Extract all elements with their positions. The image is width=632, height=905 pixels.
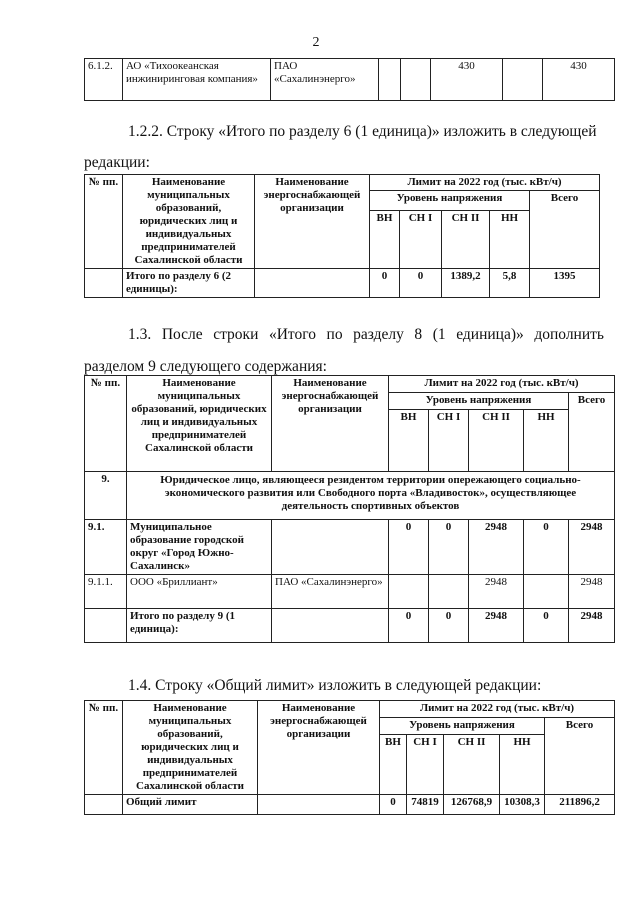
cell-sn2: 2948	[469, 520, 524, 575]
cell-no: 9.1.	[85, 520, 127, 575]
table-header-row	[85, 376, 615, 393]
section-no: 9.	[85, 472, 127, 520]
cell-total: 2948	[569, 575, 615, 609]
header-no: № пп.	[85, 376, 127, 472]
cell-sn1	[429, 575, 469, 609]
header-nn: НН	[490, 211, 530, 269]
paragraph-line: разделом 9 следующего содержания:	[84, 358, 327, 375]
header-sn2: СН II	[469, 410, 524, 472]
header-total: Всего	[545, 718, 615, 795]
header-org: Наименование энергоснабжающей организации	[258, 701, 380, 795]
page-number: 2	[312, 35, 320, 50]
header-sn1: СН I	[407, 735, 444, 795]
cell-sn1: 0	[429, 520, 469, 575]
cell-sn2: 126768,9	[444, 795, 500, 815]
cell-vn	[389, 575, 429, 609]
cell-total: 211896,2	[545, 795, 615, 815]
section-title: Юридическое лицо, являющееся резидентом территории опережающего социально-экономического развития или Свободного порта «Владивосток», осуществляющее деятельность спортивных объектов	[127, 472, 615, 520]
paragraph-3	[84, 672, 604, 699]
header-org: Наименование энергоснабжающей организации	[255, 175, 370, 269]
header-no: № пп.	[85, 701, 123, 795]
table-row	[85, 520, 615, 575]
cell-org	[272, 520, 389, 575]
cell-sn2: 2948	[469, 575, 524, 609]
header-vn: ВН	[389, 410, 429, 472]
cell-sn1: 74819	[407, 795, 444, 815]
table-row	[85, 269, 600, 298]
cell-nn: 10308,3	[500, 795, 545, 815]
cell-sn1: 0	[429, 609, 469, 643]
header-vn: ВН	[370, 211, 400, 269]
table-header-row	[85, 175, 600, 191]
cell-name: Итого по разделу 9 (1 единица):	[127, 609, 272, 643]
cell-no	[85, 795, 123, 815]
cell-org	[272, 609, 389, 643]
header-sn1: СН I	[400, 211, 442, 269]
header-name: Наименование муниципальных образований, юридических лиц и индивидуальных предпринимателей Сахалинской области	[123, 701, 258, 795]
paragraph-line: 1.4. Строку «Общий лимит» изложить в следующей редакции:	[128, 677, 542, 694]
cell-no	[85, 269, 123, 298]
cell-total: 2948	[569, 520, 615, 575]
table-row	[85, 795, 615, 815]
cell-nn: 5,8	[490, 269, 530, 298]
header-nn: НН	[524, 410, 569, 472]
cell-name: ООО «Бриллиант»	[127, 575, 272, 609]
cell-total: 2948	[569, 609, 615, 643]
cell-org	[258, 795, 380, 815]
cell-vn	[379, 59, 401, 101]
header-limit: Лимит на 2022 год (тыс. кВт/ч)	[380, 701, 615, 718]
table-section-6-total	[84, 174, 600, 298]
cell-org	[255, 269, 370, 298]
cell-no: 9.1.1.	[85, 575, 127, 609]
section-row	[85, 472, 615, 520]
cell-org: ПАО «Сахалинэнерго»	[272, 575, 389, 609]
paragraph-line: 1.2.2. Строку «Итого по разделу 6 (1 единица)» изложить в следующей	[128, 123, 597, 140]
header-org: Наименование энергоснабжающей организации	[272, 376, 389, 472]
header-vn: ВН	[380, 735, 407, 795]
cell-name: Итого по разделу 6 (2 единицы):	[123, 269, 255, 298]
cell-nn	[503, 59, 543, 101]
header-no: № пп.	[85, 175, 123, 269]
cell-total: 430	[543, 59, 615, 101]
table-row	[85, 575, 615, 609]
cell-vn: 0	[370, 269, 400, 298]
header-name: Наименование муниципальных образований, юридических лиц и индивидуальных предпринимателей Сахалинской области	[123, 175, 255, 269]
cell-vn: 0	[389, 609, 429, 643]
paragraph-1	[84, 118, 604, 176]
paragraph-line: 1.3. После строки «Итого по разделу 8 (1 единица)» дополнить	[128, 326, 604, 343]
cell-nn	[524, 575, 569, 609]
cell-org: ПАО «Сахалинэнерго»	[271, 59, 379, 101]
header-total: Всего	[569, 393, 615, 472]
table-header-row	[85, 701, 615, 718]
header-nn: НН	[500, 735, 545, 795]
table-continuation	[84, 58, 615, 101]
table-row	[85, 609, 615, 643]
cell-sn1	[401, 59, 431, 101]
header-sn2: СН II	[442, 211, 490, 269]
cell-vn: 0	[380, 795, 407, 815]
table-row	[85, 59, 615, 101]
paragraph-line: редакции:	[84, 154, 150, 171]
header-sn2: СН II	[444, 735, 500, 795]
cell-vn: 0	[389, 520, 429, 575]
table-total-limit	[84, 700, 615, 815]
header-sn1: СН I	[429, 410, 469, 472]
paragraph-2	[84, 321, 604, 380]
cell-total: 1395	[530, 269, 600, 298]
cell-name: АО «Тихоокеанская инжиниринговая компания»	[123, 59, 271, 101]
cell-nn: 0	[524, 609, 569, 643]
cell-no	[85, 609, 127, 643]
cell-name: Общий лимит	[123, 795, 258, 815]
table-section-9	[84, 375, 615, 643]
header-level: Уровень напряжения	[370, 191, 530, 211]
cell-nn: 0	[524, 520, 569, 575]
header-total: Всего	[530, 191, 600, 269]
cell-sn2: 2948	[469, 609, 524, 643]
cell-sn2: 430	[431, 59, 503, 101]
header-name: Наименование муниципальных образований, юридических лиц и индивидуальных предпринимателей Сахалинской области	[127, 376, 272, 472]
header-level: Уровень напряжения	[380, 718, 545, 735]
cell-no: 6.1.2.	[85, 59, 123, 101]
header-level: Уровень напряжения	[389, 393, 569, 410]
cell-name: Муниципальное образование городской округ «Город Южно-Сахалинск»	[127, 520, 272, 575]
header-limit: Лимит на 2022 год (тыс. кВт/ч)	[389, 376, 615, 393]
cell-sn1: 0	[400, 269, 442, 298]
cell-sn2: 1389,2	[442, 269, 490, 298]
header-limit: Лимит на 2022 год (тыс. кВт/ч)	[370, 175, 600, 191]
